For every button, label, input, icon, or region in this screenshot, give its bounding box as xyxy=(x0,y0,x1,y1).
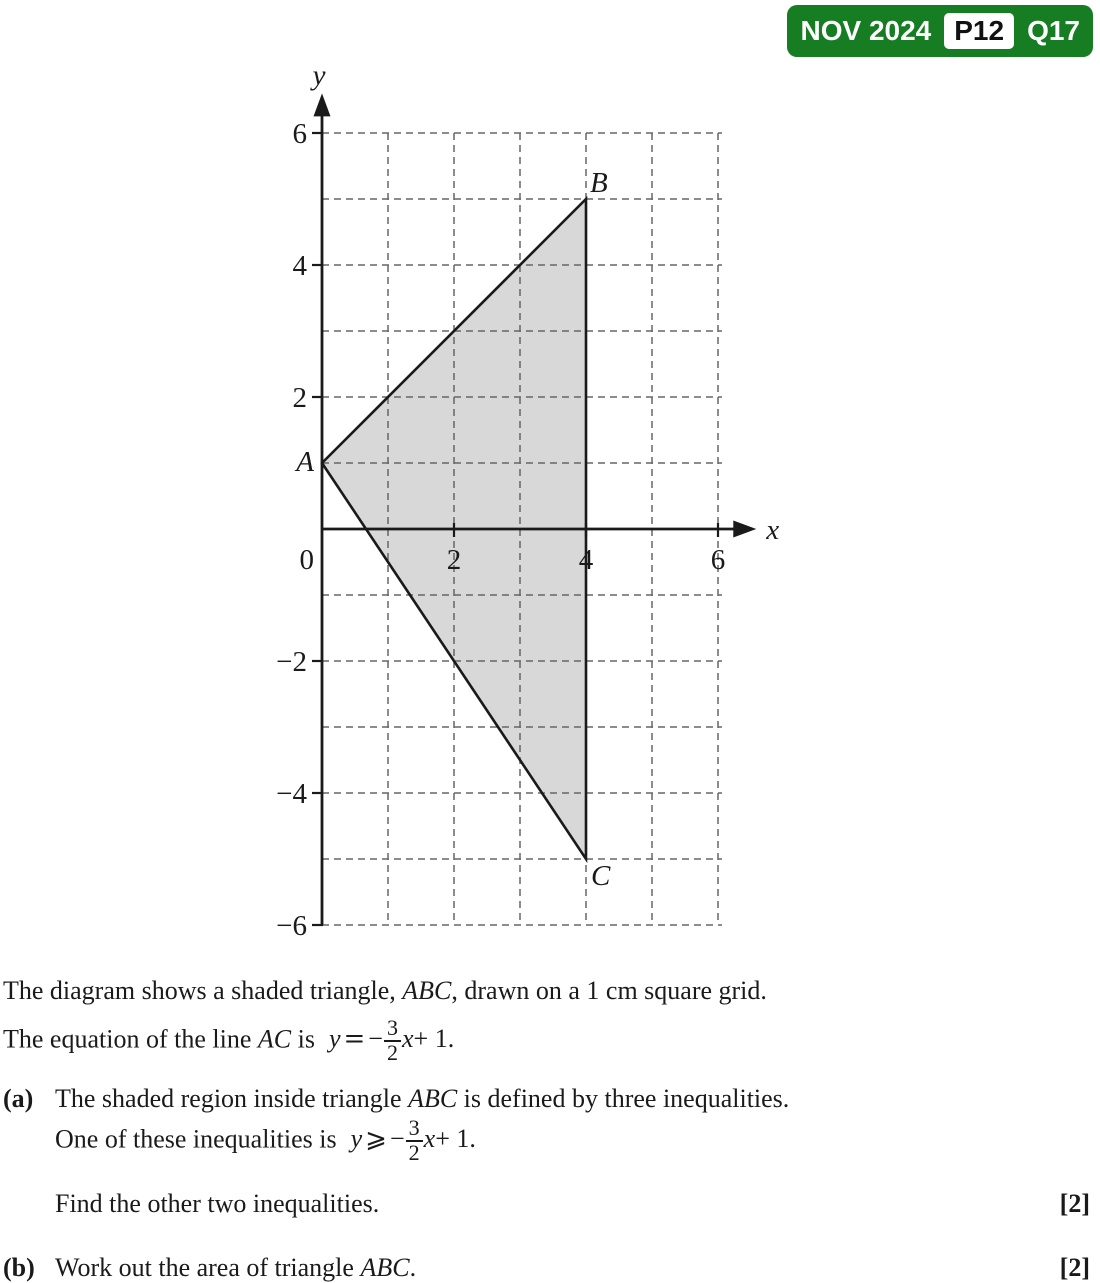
badge-question: Q17 xyxy=(1027,15,1080,46)
part-a-line2-text: One of these inequalities is xyxy=(55,1124,337,1154)
inequality-lhs: y xyxy=(350,1124,363,1154)
minus-sign: − xyxy=(368,1024,383,1054)
part-a-text: The shaded region inside triangle ABC is defined by three inequalities. xyxy=(55,1084,790,1113)
y-tick-label: 2 xyxy=(292,382,307,414)
part-a-row xyxy=(3,1084,1090,1114)
vertex-label-A: A xyxy=(296,446,314,478)
badge-session: NOV 2024 xyxy=(800,15,932,46)
equation-tail: + 1. xyxy=(413,1024,455,1054)
y-tick-label: −4 xyxy=(276,778,307,810)
part-a-instruction: Find the other two inequalities. xyxy=(55,1189,380,1218)
vertex-label-B: B xyxy=(590,167,608,199)
part-a-inequality-row xyxy=(3,1117,1090,1164)
y-axis-label: y xyxy=(312,59,326,92)
y-tick-label: −2 xyxy=(276,646,307,678)
y-tick-label: 4 xyxy=(292,250,307,282)
equals-sign: = xyxy=(343,1024,366,1055)
part-b-text: Work out the area of triangle ABC. xyxy=(55,1253,417,1282)
part-a-label: (a) xyxy=(3,1084,34,1113)
x-axis-arrow-icon xyxy=(733,521,756,538)
part-a-instruction-row xyxy=(3,1189,1090,1219)
y-axis-arrow-icon xyxy=(314,93,331,116)
vertex-label-C: C xyxy=(591,860,611,892)
intro-line-2-text: The equation of the line AC is xyxy=(3,1024,315,1054)
x-axis-label: x xyxy=(766,514,780,546)
equation-variable: x xyxy=(402,1024,414,1054)
inequality-variable: x xyxy=(423,1124,436,1154)
x-tick-label: 2 xyxy=(446,544,462,576)
x-tick-label: 6 xyxy=(710,544,726,576)
inequality-tail: + 1. xyxy=(435,1124,476,1154)
fraction-three-halves: $\frac{3}{2}$ xyxy=(383,1017,402,1064)
x-tick-label: 4 xyxy=(578,544,594,576)
greater-equal-sign: ⩾ xyxy=(365,1124,387,1155)
y-tick-label: −6 xyxy=(276,910,307,942)
minus-sign: − xyxy=(389,1124,405,1154)
equation-lhs: y xyxy=(328,1024,341,1054)
equation-line-AC xyxy=(328,1015,455,1065)
part-a-marks: [2] xyxy=(1059,1189,1090,1218)
inequality-given xyxy=(350,1115,476,1165)
part-b-marks: [2] xyxy=(1059,1253,1090,1282)
fraction-three-halves: $\frac{3}{2}$ xyxy=(405,1117,424,1164)
y-tick-label: 6 xyxy=(292,118,307,150)
origin-label: 0 xyxy=(299,544,314,576)
badge-paper: P12 xyxy=(944,13,1014,49)
part-b-label: (b) xyxy=(3,1253,35,1282)
intro-line-1: The diagram shows a shaded triangle, ABC, drawn on a 1 cm square grid. xyxy=(3,976,767,1005)
intro-line-2 xyxy=(3,1017,454,1064)
